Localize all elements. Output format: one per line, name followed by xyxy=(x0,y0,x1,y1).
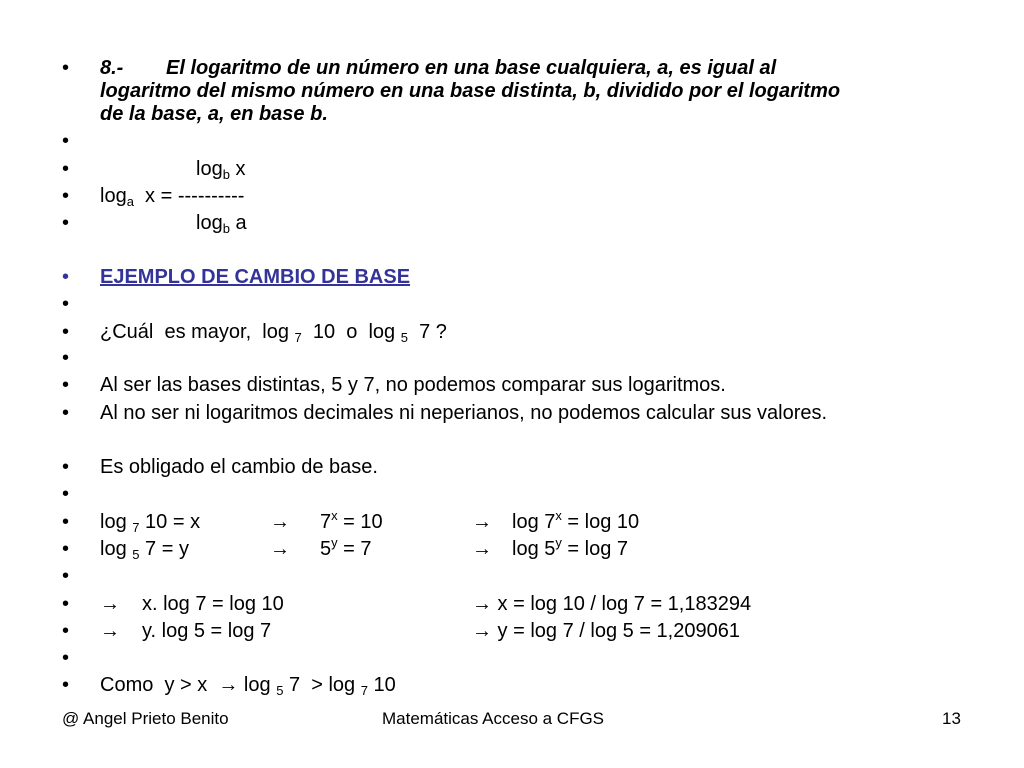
denominator-text: $\log_b a$ xyxy=(196,212,247,236)
arrow-icon: → xyxy=(218,674,239,696)
row3-col2: x = log 10 / log 7 = 1,183294 xyxy=(492,593,752,615)
bullet: • xyxy=(62,293,70,315)
intro-line-2: logaritmo del mismo número en una base distinta, b, dividido por el logaritmo xyxy=(100,80,841,102)
row4-col1: y. log 5 = log 7 xyxy=(142,620,272,642)
intro-line-3: de la base, a, en base b. xyxy=(100,103,328,125)
arrow-icon: → xyxy=(270,511,290,533)
bullet: • xyxy=(62,266,70,288)
footer-course: Matemáticas Acceso a CFGS xyxy=(382,709,605,728)
bullet: • xyxy=(62,321,70,343)
bullet: • xyxy=(62,511,70,533)
row4-col2: y = log 7 / log 5 = 1,209061 xyxy=(492,620,740,642)
bullet: • xyxy=(62,57,70,79)
text-1: Al ser las bases distintas, 5 y 7, no podemos comparar sus logaritmos. xyxy=(100,374,726,396)
example-heading: EJEMPLO DE CAMBIO DE BASE xyxy=(100,266,411,288)
arrow-icon: → xyxy=(100,620,120,642)
footer-page-number: 13 xyxy=(942,709,961,728)
bullet: • xyxy=(62,674,70,696)
row1-col3: $\log 7^x = \log 10$ xyxy=(512,508,640,533)
bullet: • xyxy=(62,538,70,560)
bullet: • xyxy=(62,185,70,207)
bullet: • xyxy=(62,347,70,369)
arrow-icon: → xyxy=(472,511,492,533)
bullet: • xyxy=(62,593,70,615)
arrow-icon: → xyxy=(270,538,290,560)
arrow-icon: → xyxy=(472,620,492,642)
row1-col1: log $_7$ 10 = x xyxy=(100,511,201,535)
bullet: • xyxy=(62,374,70,396)
bullet: • xyxy=(62,212,70,234)
intro-line-1: El logaritmo de un número en una base cualquiera, a, es igual al xyxy=(166,57,777,79)
intro-number: 8.- xyxy=(100,57,124,79)
row3-col1: x. log 7 = log 10 xyxy=(142,593,284,615)
bullet: • xyxy=(62,130,70,152)
bullet: • xyxy=(62,620,70,642)
arrow-icon: → xyxy=(472,538,492,560)
row2-col1: log $_5$ 7 = y xyxy=(100,538,189,562)
text-2: Al no ser ni logaritmos decimales ni neperianos, no podemos calcular sus valores. xyxy=(100,402,828,424)
arrow-icon: → xyxy=(472,593,492,615)
bullet: • xyxy=(62,456,70,478)
conclusion-text: Como y > x → log $_5$ 7 > log $_7$ 10 xyxy=(100,674,396,698)
bullet: • xyxy=(62,565,70,587)
formula-left-text: $\log_a x$ = ---------- xyxy=(100,185,245,209)
bullet: • xyxy=(62,402,70,424)
row1-col2: $7^x = 10$ xyxy=(320,508,383,533)
bullet: • xyxy=(62,483,70,505)
arrow-icon: → xyxy=(100,593,120,615)
footer-author: @ Angel Prieto Benito xyxy=(62,709,229,728)
bullet: • xyxy=(62,647,70,669)
text-3: Es obligado el cambio de base. xyxy=(100,456,378,478)
row2-col3: $\log 5^y = \log 7$ xyxy=(512,535,629,560)
row2-col2: $5^y = 7$ xyxy=(320,535,372,560)
question-text: ¿Cuál es mayor, log $_7$ 10 o log $_5$ 7 ? xyxy=(100,321,447,345)
numerator-text: $\log_b x$ xyxy=(196,158,246,182)
bullet: • xyxy=(62,158,70,180)
